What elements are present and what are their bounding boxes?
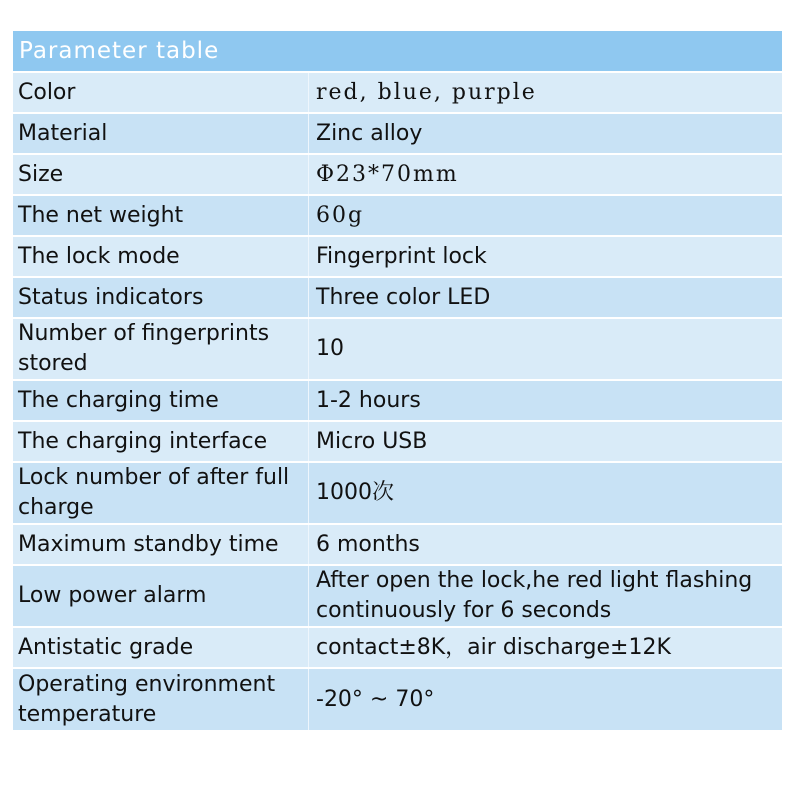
row-value: 1000次 [309, 462, 783, 524]
row-value: Three color LED [309, 277, 783, 318]
row-label: Color [13, 72, 309, 113]
row-label: The charging interface [13, 421, 309, 462]
table-row [13, 421, 782, 462]
row-value: 60g [309, 195, 783, 236]
table-row [13, 565, 782, 627]
table-title: Parameter table [19, 38, 220, 64]
row-value: After open the lock,he red light flashing continuously for 6 seconds [309, 565, 783, 627]
row-label: The net weight [13, 195, 309, 236]
table-row [13, 195, 782, 236]
table-row [13, 380, 782, 421]
table-row [13, 277, 782, 318]
row-value: Φ23*70mm [309, 154, 783, 195]
table-row [13, 72, 782, 113]
table-row [13, 462, 782, 524]
row-value: contact±8K，air discharge±12K [309, 627, 783, 668]
table-row [13, 627, 782, 668]
row-label: Maximum standby time [13, 524, 309, 565]
row-value: 10 [309, 318, 783, 380]
row-value: Fingerprint lock [309, 236, 783, 277]
table-row [13, 113, 782, 154]
row-label: Status indicators [13, 277, 309, 318]
table-row [13, 524, 782, 565]
row-label: The charging time [13, 380, 309, 421]
table-row [13, 154, 782, 195]
row-value: 1-2 hours [309, 380, 783, 421]
row-label: Low power alarm [13, 565, 309, 627]
row-label: Antistatic grade [13, 627, 309, 668]
table-row [13, 236, 782, 277]
row-label: The lock mode [13, 236, 309, 277]
table-row [13, 318, 782, 380]
row-label: Number of fingerprints stored [13, 318, 309, 380]
row-value: 6 months [309, 524, 783, 565]
parameter-table [13, 31, 782, 730]
row-value: red, blue, purple [309, 72, 783, 113]
table-row [13, 668, 782, 730]
table-title-row [13, 31, 782, 72]
row-value: Micro USB [309, 421, 783, 462]
row-value: -20° ~ 70° [309, 668, 783, 730]
row-label: Lock number of after full charge [13, 462, 309, 524]
row-label: Size [13, 154, 309, 195]
row-label: Material [13, 113, 309, 154]
row-value: Zinc alloy [309, 113, 783, 154]
row-label: Operating environment temperature [13, 668, 309, 730]
